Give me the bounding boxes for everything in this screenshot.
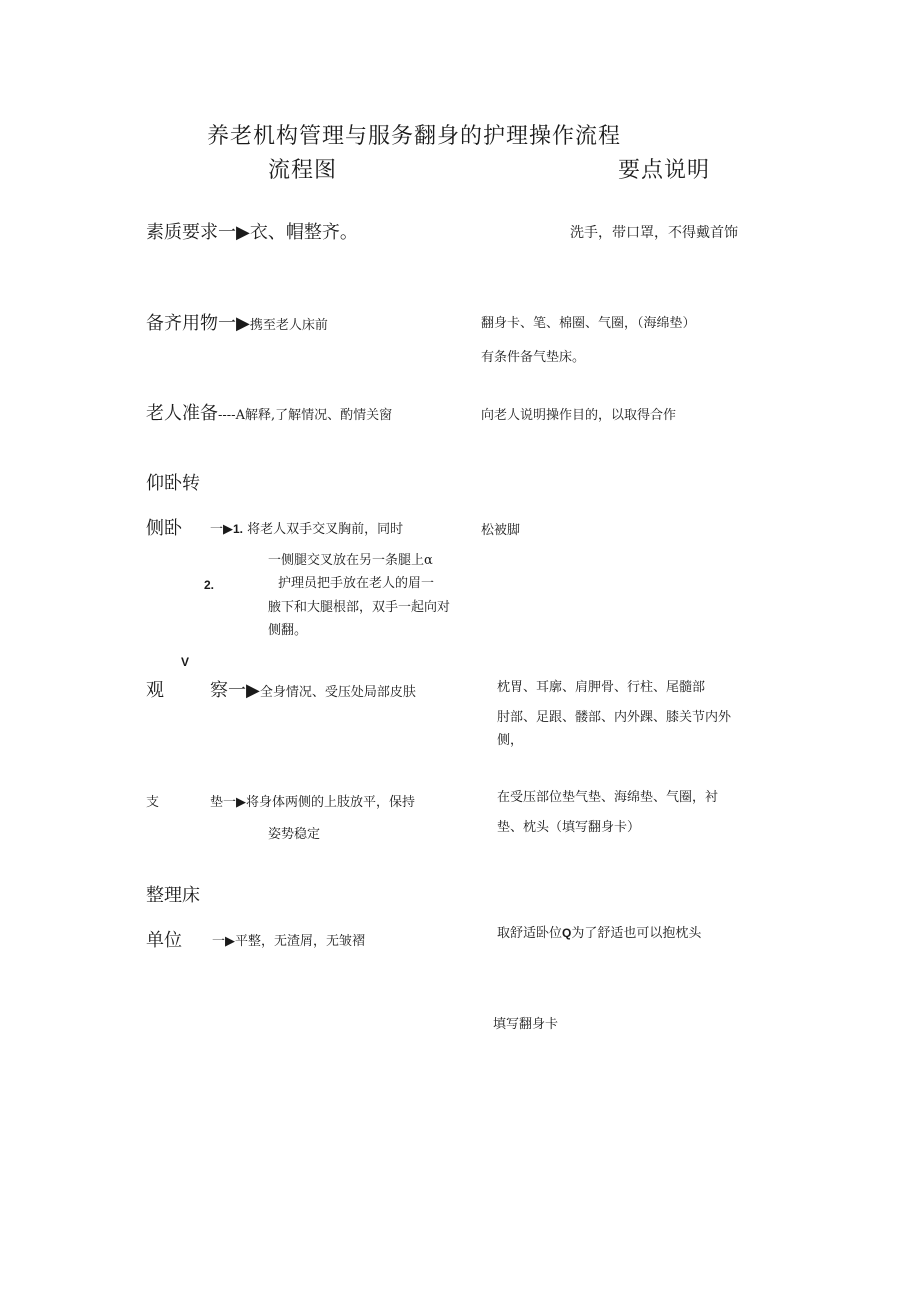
step-elder-prepare [146,403,392,425]
step-prepare-note-2: 有条件备气垫床。 [481,350,586,365]
step-label: 素质要求 [146,222,218,243]
step-turn-line-4: 腋下和大腿根部，双手一起向对 [268,600,451,615]
step-tidy-label-2: 单位 [146,930,182,951]
step-turn-label-2: 侧卧 [146,518,182,539]
step-turn-label-1: 仰卧转 [146,473,200,494]
step-quality-requirement [146,222,358,244]
step-number: 2. [204,578,215,592]
arrow-icon: 一▶ [212,934,235,949]
step-tidy [212,934,365,950]
flowchart-header: 流程图 [268,158,338,183]
step-support-label-a: 支 [146,795,160,810]
page-title: 养老机构管理与服务翻身的护理操作流程 [207,124,622,149]
step-observe-note-3: 侧， [497,733,524,748]
step-elder-note: 向老人说明操作目的，以取得合作 [481,408,677,423]
arrow-icon: ----A [218,408,245,423]
step-label: 察 [210,680,228,701]
arrow-icon: 一▶ [210,522,233,537]
arrow-icon: 一▶ [223,795,247,810]
step-observe-label-a: 观 [146,680,164,701]
step-action: 全身情况、受压处局部皮肤 [259,685,416,700]
step-label: 备齐用物 [146,313,218,334]
step-number: 1. [233,522,244,536]
step-text: 将老人双手交叉胸前，同时 [247,522,404,537]
step-action: 平整，无渣屑，无皱褶 [235,934,366,949]
note-text: 为了舒适也可以抱枕头 [571,926,702,941]
v-mark: V [181,655,190,669]
step-label: 垫 [210,795,224,810]
step-support-note-2: 垫、枕头（填写翻身卡） [497,820,641,835]
step-quality-note: 洗手，带口罩，不得戴首饰 [570,225,738,241]
note-text: 取舒适卧位 [497,926,563,941]
step-tidy-label-1: 整理床 [146,885,200,906]
arrow-icon: 一▶ [218,222,250,243]
step-observe [210,680,416,702]
step-observe-note-2: 肘部、足跟、髅部、内外踝、膝关节内外 [497,710,732,725]
arrow-icon: 一▶ [218,313,250,334]
step-label: 老人准备 [146,403,218,424]
step-turn-line-5: 侧翻。 [268,623,308,638]
step-tidy-note [497,926,701,942]
step-turn-note: 松被脚 [481,523,521,538]
step-turn-line-2: 一侧腿交叉放在另一条腿上α [268,553,433,568]
step-prepare-items [146,313,328,335]
step-action: 解释,了解情况、酌情关窗 [244,408,393,423]
step-observe-note-1: 枕胃、耳廓、肩胛骨、行柱、尾髓部 [497,680,706,695]
step-action: 衣、帽整齐。 [249,222,358,243]
step-turn-line-1 [210,522,403,538]
final-note: 填写翻身卡 [493,1017,559,1032]
step-prepare-note-1: 翻身卡、笔、棉圈、气圈，（海绵垫） [481,316,696,331]
step-action: 将身体两侧的上肢放平，保持 [246,795,416,810]
notes-header: 要点说明 [618,158,711,183]
step-support [210,795,415,811]
arrow-icon: 一▶ [228,680,260,701]
step-support-note-1: 在受压部位垫气垫、海绵垫、气圈，衬 [497,790,719,805]
step-turn-line-3: 护理员把手放在老人的眉一 [278,576,435,591]
q-mark: Q [562,926,572,940]
step-action: 携至老人床前 [249,318,328,333]
step-support-action-2: 姿势稳定 [268,827,321,842]
